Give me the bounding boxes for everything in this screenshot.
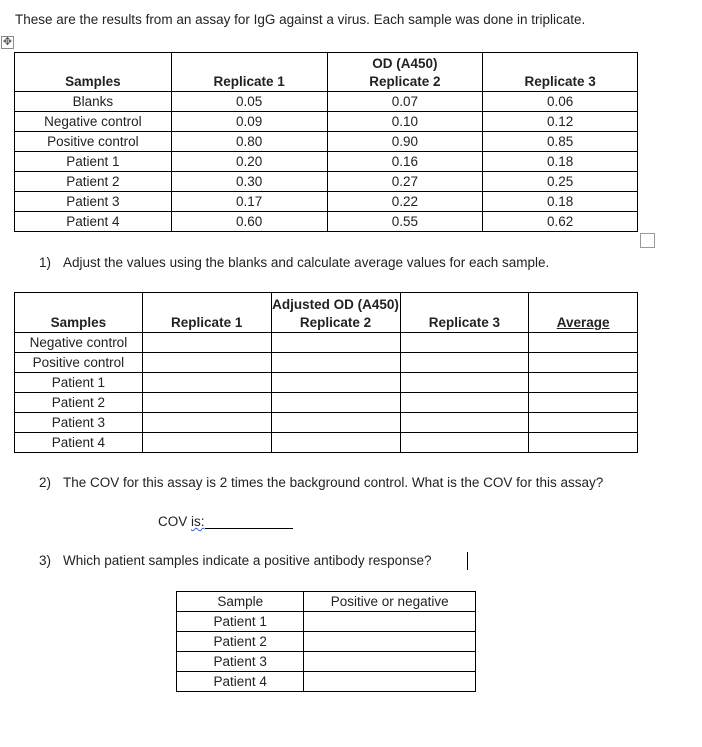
header-adjusted-group: Adjusted OD (A450) <box>272 297 399 312</box>
input-cell[interactable] <box>271 393 400 413</box>
input-cell[interactable] <box>529 413 638 433</box>
input-cell[interactable] <box>529 393 638 413</box>
table-row: Positive control <box>15 353 638 373</box>
table-row: Patient 4 0.60 0.55 0.62 <box>15 212 638 232</box>
table-row: Blanks 0.05 0.07 0.06 <box>15 92 638 112</box>
table-row: Negative control <box>15 333 638 353</box>
input-cell[interactable] <box>142 413 271 433</box>
header-replicate-3: Replicate 3 <box>483 53 638 92</box>
move-cross-icon[interactable]: ✥ <box>2 36 13 48</box>
intro-text: These are the results from an assay for IgG against a virus. Each sample was done in triplicate. <box>15 12 586 27</box>
question-3: 3) Which patient samples indicate a positive antibody response? <box>39 553 432 568</box>
input-cell[interactable] <box>529 433 638 453</box>
input-cell[interactable] <box>304 672 476 692</box>
input-cell[interactable] <box>142 393 271 413</box>
input-cell[interactable] <box>400 353 529 373</box>
table-row: Patient 3 <box>15 413 638 433</box>
input-cell[interactable] <box>142 353 271 373</box>
input-cell[interactable] <box>142 433 271 453</box>
input-cell[interactable] <box>529 333 638 353</box>
od-results-table <box>14 52 638 232</box>
input-cell[interactable] <box>400 333 529 353</box>
text-cursor <box>467 552 468 570</box>
question-1: 1) Adjust the values using the blanks and calculate average values for each sample. <box>39 255 550 270</box>
input-cell[interactable] <box>529 353 638 373</box>
input-cell[interactable] <box>271 353 400 373</box>
header-replicate-1: Replicate 1 <box>171 53 327 92</box>
input-cell[interactable] <box>400 433 529 453</box>
header-replicate-1: Replicate 1 <box>142 293 271 333</box>
header-replicate-3: Replicate 3 <box>400 293 529 333</box>
table-header-row <box>15 53 638 92</box>
header-samples: Samples <box>15 293 143 333</box>
input-cell[interactable] <box>304 652 476 672</box>
input-cell[interactable] <box>271 433 400 453</box>
cov-label: COV is: <box>158 514 205 529</box>
input-cell[interactable] <box>529 373 638 393</box>
table-row: Patient 1 0.20 0.16 0.18 <box>15 152 638 172</box>
input-cell[interactable] <box>271 373 400 393</box>
table-row: Patient 2 <box>177 632 476 652</box>
input-cell[interactable] <box>304 612 476 632</box>
header-average: Average <box>529 293 638 333</box>
question-2: 2) The COV for this assay is 2 times the background control. What is the COV for this assay? <box>39 475 604 490</box>
header-od-group: OD (A450) <box>372 56 438 71</box>
table-row: Negative control 0.09 0.10 0.12 <box>15 112 638 132</box>
table-row: Patient 4 <box>15 433 638 453</box>
input-cell[interactable] <box>304 632 476 652</box>
input-cell[interactable] <box>271 413 400 433</box>
table-row: Patient 1 <box>15 373 638 393</box>
table-header-row: Sample Positive or negative <box>177 592 476 612</box>
table-row: Patient 2 0.30 0.27 0.25 <box>15 172 638 192</box>
cov-answer-blank[interactable] <box>205 528 293 529</box>
table-row: Patient 1 <box>177 612 476 632</box>
table-row: Positive control 0.80 0.90 0.85 <box>15 132 638 152</box>
input-cell[interactable] <box>400 373 529 393</box>
table-resize-handle[interactable] <box>640 233 655 248</box>
table-row: Patient 3 0.17 0.22 0.18 <box>15 192 638 212</box>
table-row: Patient 2 <box>15 393 638 413</box>
positive-negative-table <box>176 591 476 692</box>
input-cell[interactable] <box>271 333 400 353</box>
input-cell[interactable] <box>400 413 529 433</box>
table-row: Patient 3 <box>177 652 476 672</box>
table-header-row <box>15 293 638 333</box>
header-replicate-2: OD (A450) Replicate 2 <box>327 53 483 92</box>
input-cell[interactable] <box>142 333 271 353</box>
input-cell[interactable] <box>142 373 271 393</box>
header-replicate-2: Adjusted OD (A450) Replicate 2 <box>271 293 400 333</box>
header-samples: Samples <box>15 53 172 92</box>
adjusted-od-table <box>14 292 638 453</box>
input-cell[interactable] <box>400 393 529 413</box>
table-row: Patient 4 <box>177 672 476 692</box>
